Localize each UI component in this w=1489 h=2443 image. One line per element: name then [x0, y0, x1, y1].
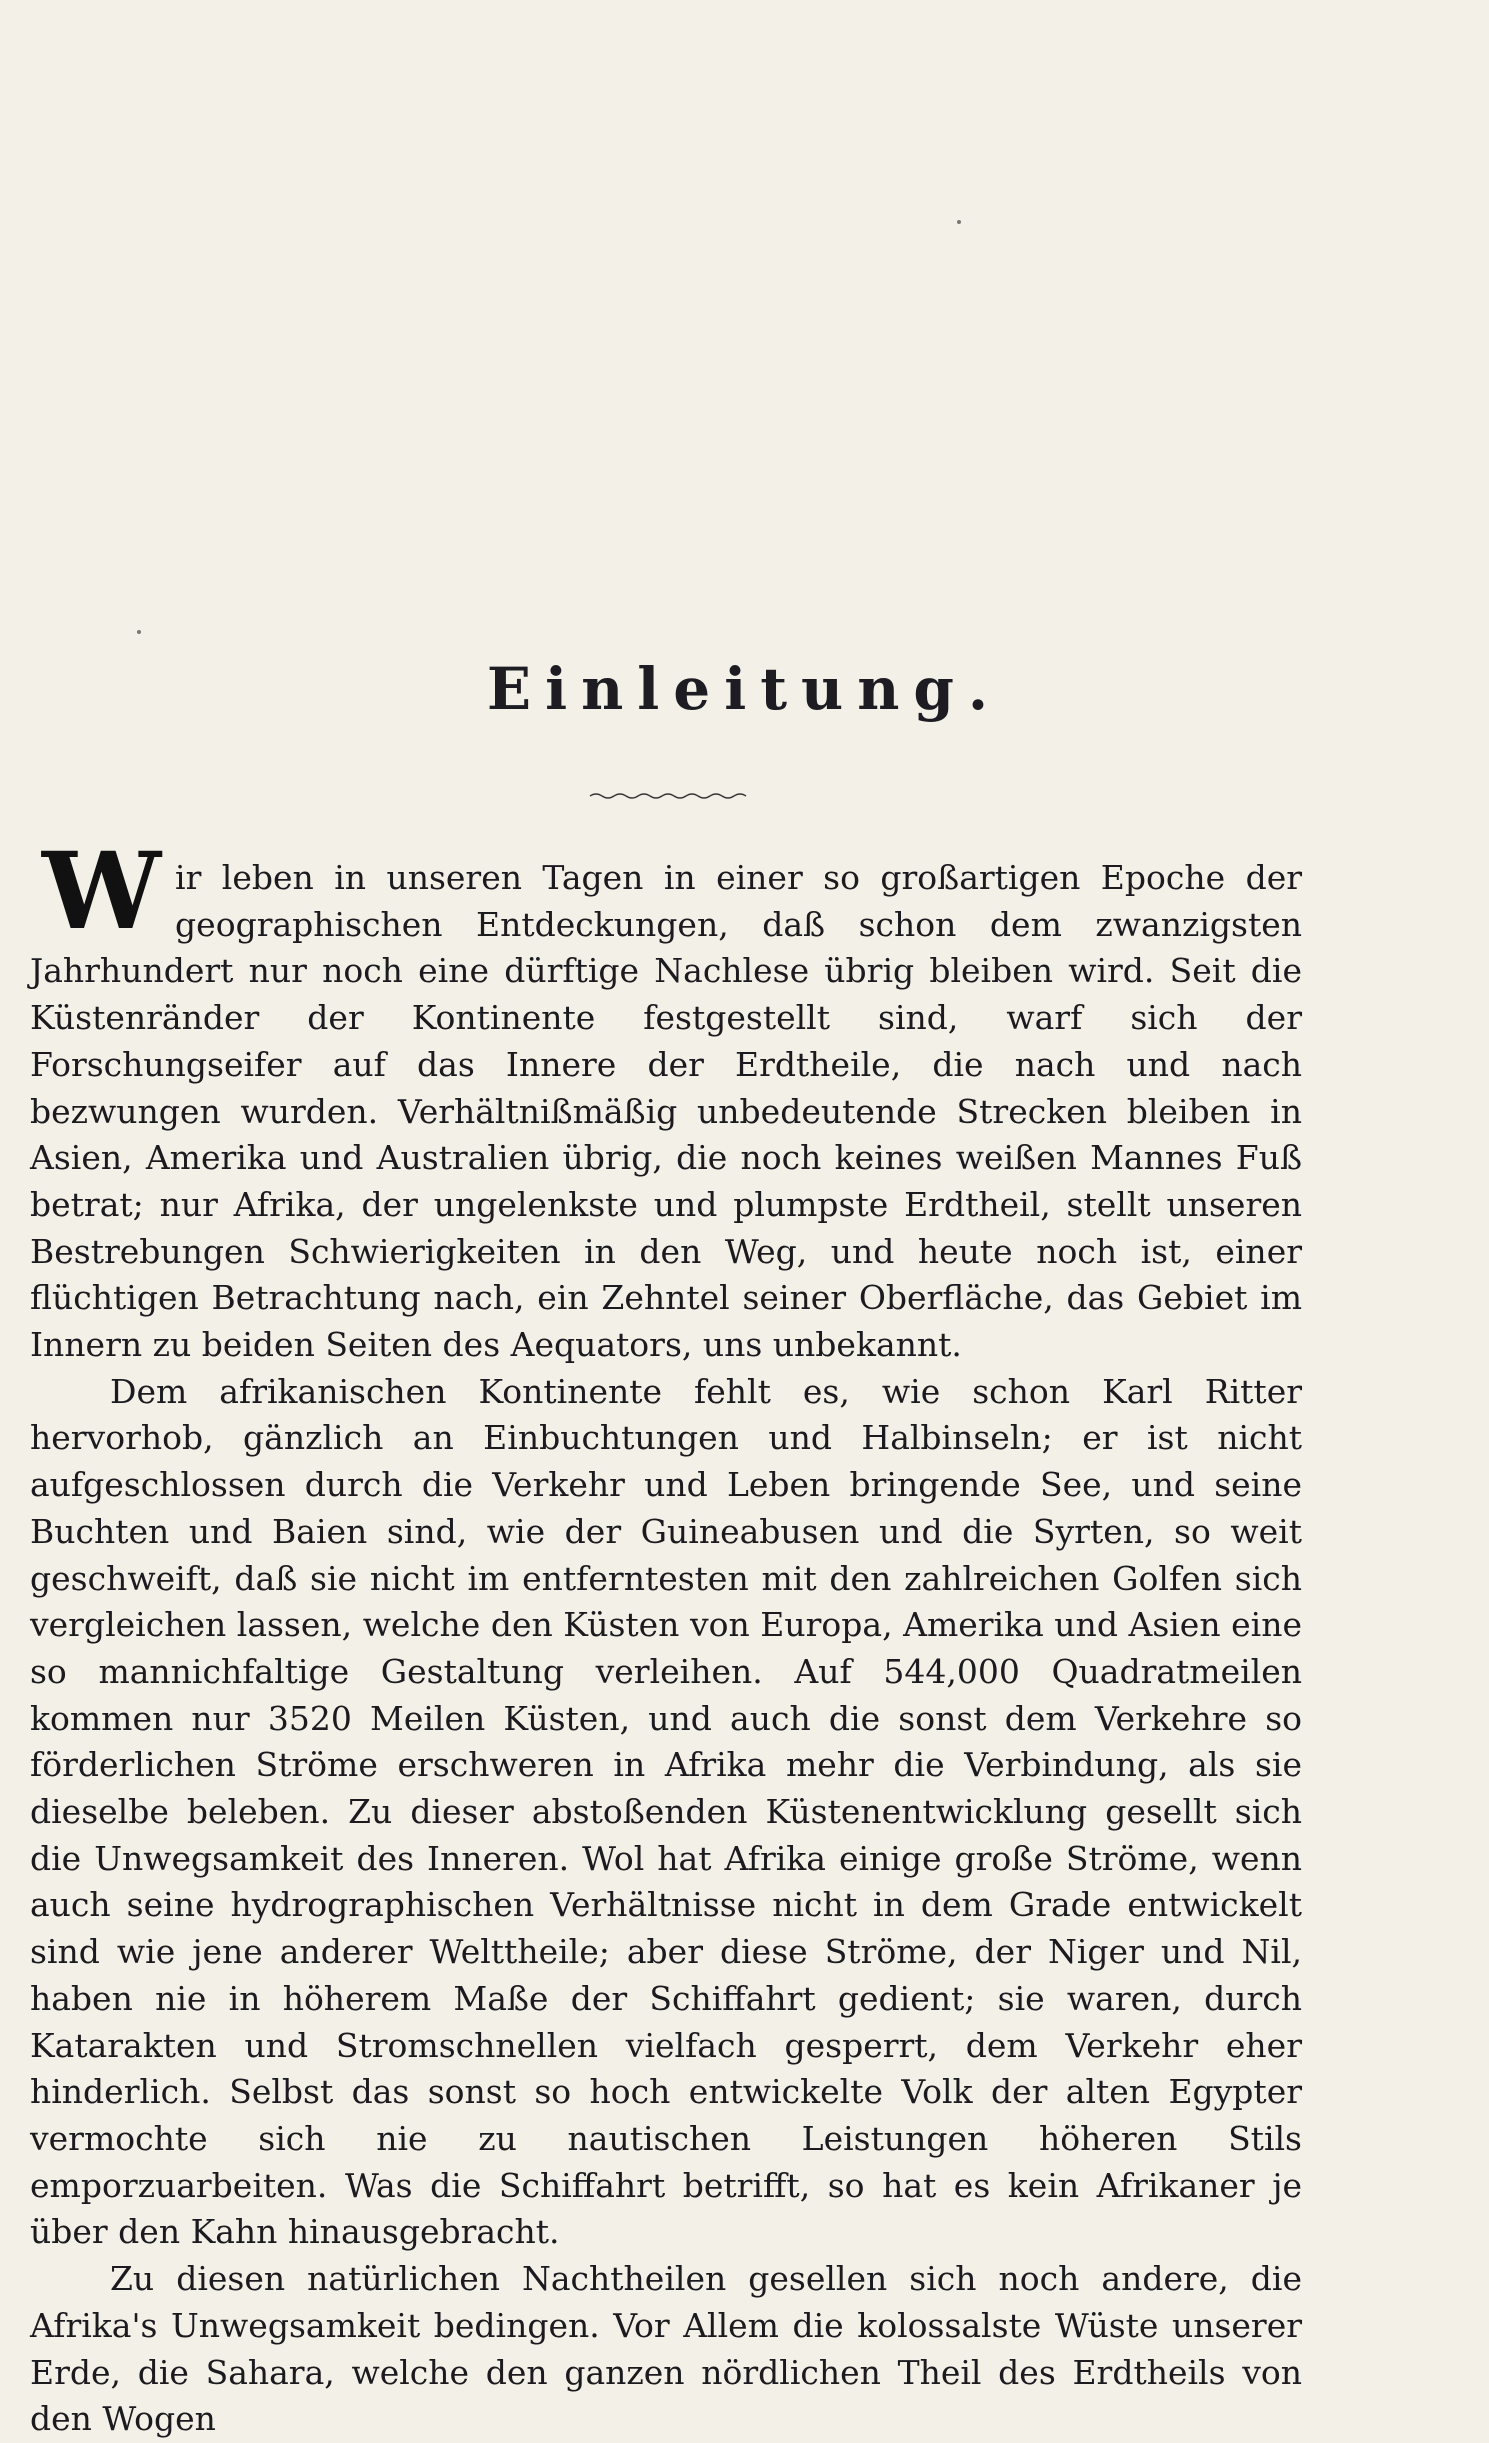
paragraph-1-text: ir leben in unseren Tagen in einer so großartigen Epoche der geographischen Entdeckungen, daß schon dem zwanzigsten Jahrhundert nur noch eine dürftige Nachlese übrig bleiben wird. Seit die Küstenränder der Kontinente festgestellt sind, warf sich der Forschungseifer auf das Innere der Erdtheile, die nach und nach bezwungen wurden. Verhältnißmäßig unbedeutende Strecken bleiben in Asien, Amerika und Australien übrig, die noch keines weißen Mannes Fuß betrat; nur Afrika, der ungelenkste und plumpste Erdtheil, stellt unseren Bestrebungen Schwierigkeiten in den Weg, und heute noch ist, einer flüchtigen Betrachtung nach, ein Zehntel seiner Oberfläche, das Gebiet im Innern zu beiden Seiten des Aequators, uns unbekannt.	[30, 858, 1302, 1365]
paragraph-2: Dem afrikanischen Kontinente fehlt es, wie schon Karl Ritter hervorhob, gänzlich an Einbuchtungen und Halbinseln; er ist nicht aufgeschlossen durch die Verkehr und Leben bringende See, und seine Buchten und Baien sind, wie der Guineabusen und die Syrten, so weit geschweift, daß sie nicht im entferntesten mit den zahlreichen Golfen sich vergleichen lassen, welche den Küsten von Europa, Amerika und Asien eine so mannichfaltige Gestaltung verleihen. Auf 544,000 Quadratmeilen kommen nur 3520 Meilen Küsten, und auch die sonst dem Verkehre so förderlichen Ströme erschweren in Afrika mehr die Verbindung, als sie dieselbe beleben. Zu dieser abstoßenden Küstenentwicklung gesellt sich die Unwegsamkeit des Inneren. Wol hat Afrika einige große Ströme, wenn auch seine hydrographischen Verhältnisse nicht in dem Grade entwickelt sind wie jene anderer Welttheile; aber diese Ströme, der Niger und Nil, haben nie in höherem Maße der Schiffahrt gedient; sie waren, durch Katarakten und Stromschnellen vielfach gesperrt, dem Verkehr eher hinderlich. Selbst das sonst so hoch entwickelte Volk der alten Egypter vermochte sich nie zu nautischen Leistungen höheren Stils emporzuarbeiten. Was die Schiffahrt betrifft, so hat es kein Afrikaner je über den Kahn hinausgebracht.	[30, 1371, 1302, 2252]
drop-cap-initial: W	[42, 828, 162, 953]
print-speck	[957, 220, 961, 224]
chapter-body	[30, 828, 1302, 2443]
ornamental-rule	[588, 790, 748, 802]
paragraph-3: Zu diesen natürlichen Nachtheilen gesellen sich noch andere, die Afrika's Unwegsamkeit bedingen. Vor Allem die kolossalste Wüste unserer Erde, die Sahara, welche den ganzen nördlichen Theil des Erdtheils von den Wogen	[30, 2259, 1302, 2439]
chapter-heading: Einleitung.	[486, 655, 1003, 723]
paragraph-1	[30, 828, 1302, 1369]
print-speck	[137, 630, 141, 634]
